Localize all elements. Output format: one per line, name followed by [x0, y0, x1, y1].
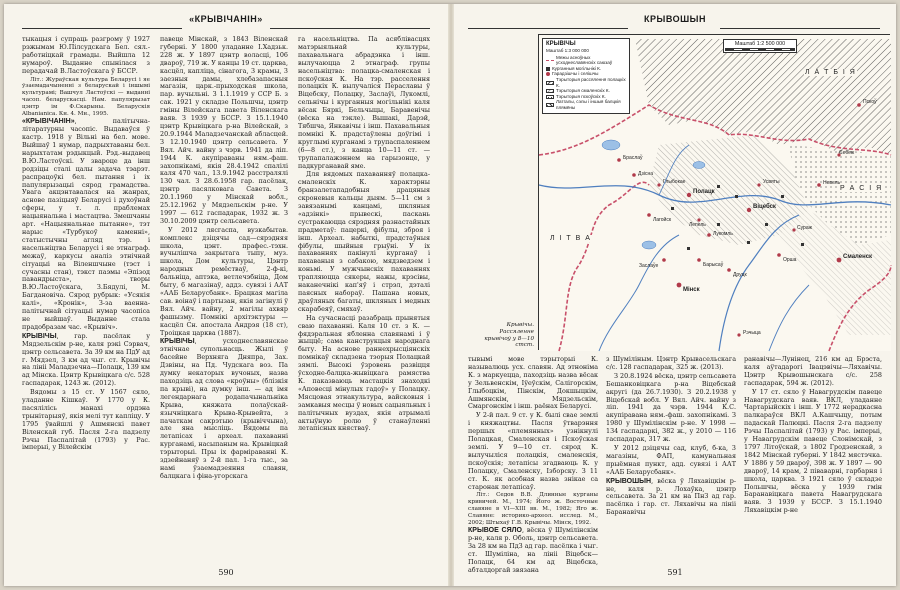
legend-item: Межы асноўных усходнеславянскіх саюзаў: [546, 55, 626, 66]
article-krivichy-people: КРЫВІЧЫ, усходнеславянскае этнічнае супольнасць. Жылі ў басейне Верхняга Дняпра, Зах. Дзвіны, на Пд. Чудскага воз. Па думку некаторых вучоных, назва паходзіць ад слова «кроўны» (блізкія па крыві), на думку інш. — ад імя легендарнага родапачынальніка Крыва, княжата полаўскай-язычніцкага Крыва-Крывейта, з пачаткам сакрэтыю (крывіччына), але яна мысліць. Вядомы па летапісах і археал. пахаванні курганамі, насыпаным на. Крывіцкай тэрыторыі. Пры іх фарміраванні К. здзейнаняў з 2-й пал. 1-га тыс., за намі ўзаемадзеяння славян, балцкага і фіна-угорскага: [160, 337, 288, 480]
settlement-swatch: [546, 72, 550, 76]
city-label: Браслаў: [623, 155, 643, 161]
header-rule-right: [270, 28, 430, 29]
kurgan-swatch: [546, 67, 550, 71]
paragraph: ранавічы—Лунінец, 216 км ад Брэста, каля аўтадарогі Івацэвічы—Ляхавічы. Цэнтр Крывошынскага с/с. 258 гаспадарак, 594 ж. (2012).: [744, 355, 882, 387]
krivichy-map: [538, 34, 890, 350]
header-rule-left: [22, 28, 182, 29]
literature-note: Літ.: Жураўская культура Беларусі і яе ўзаемадачыненні з беларускай і іншымі культурамі; Вашчул Ластоўскі — выданні часоп. беларускасці. Нам. папулярызат цэнтр ім Ф.Скарыны. Беларускія Albanianica. Кн. 4. Мн., 1995.: [22, 76, 150, 117]
city-label: Віцебск: [753, 204, 776, 210]
city-label: Орша: [783, 257, 797, 263]
paragraph: га насельніцтва. Па асяблівасцях матэрыяльнай культуры, пахавальнага абрадэнка і інш. вылучаюцца 2 этнаграф. групы насельніцтва: полацка-смаленская і пскоўская К. На тэр. расселення полацкіх К. вылучаліся Пераславы ў Віцебску, Полацку, Заслаўі, Лукомлі, сельнічы і курганныя могільнікі каля вёсак Бяркі, Бельчыцы, Баравенічы (вёска на тэкле). Вышакі, Дарэй, Тябшча, Янкавічы і інш. Пахавальныя помнікі К. прадстаўлены доўгімі і круглымі курганамі з трупаспаленнем (6—8 ст.), з канца 10—11 ст. — трупапалажэннем на гарызонце, у падкурганавай яме.: [298, 35, 430, 170]
paragraph: Для вядомых пахаванняў полацка-смаленскіх К. характэрны бранзалетападобныя драцяныя скроневыя кальцы дыям. 5—11 см з завязанымі канцамі, шкляныя «адзінкі» прывескі, паскань сустракаюцца сярэдняя разнастайных прадметаў: пацеркі, фібулы, зброя і інш. Археал. набыткі, прадстаўныя фібулы, шыйныя грыўні. У іх пахаваннях пакінулі курганаў і пахаваныя з сабакою, мядзведзем і коньмі. У мужчынскіх пахаваннях трапляюцца сякеры, нажы, крэсівы, наканечнікі кап'яў і стрэл, дэталі паясных набораў. Пашана новых, драўляных багаты, шкляных і медных скарабеяў, смяхаў.: [298, 170, 430, 313]
legend-item: Латгалы, сэлы і іншыя балцкія плямёны: [546, 99, 626, 110]
left-column-2: [160, 36, 288, 561]
lake: [602, 140, 620, 150]
country-label-latvia: Л А Т Б І Я: [805, 69, 857, 76]
city-label: Друцк: [733, 272, 747, 278]
headword: КРЫВОШЫН: [606, 477, 652, 485]
paragraph: з Шуміліным. Цэнтр Крывасельскага с/с. 128 гаспадарак, 325 ж. (2013).: [606, 355, 736, 371]
scale-bar: [725, 48, 795, 51]
city-label: Лукомль: [713, 231, 733, 237]
page-number-right: 591: [667, 568, 683, 577]
paragraph: На сучаснасці разабраць прынятыя сваю пахаванні. Каля 10 ст. з К. — фядэральная ябленна славянамі і ў жыццё; сама канструкцыя народнага быту. На аснове раннехрысціянскіх помнікаў складзена тэорыя Полацкай зямлі. Высокі ўзровень развіцця ўсходне-балцка-жывіцкага рамяства К. паказваюць мастацкія знаходкі «Аповесці мінулых гадоў» у Полацку. Мясцовая этнакультура, вайсковыя і замкавыя месцы ў новых сацыяльных і палітычных вуздах, якія атрымалі актыўную ролю ў станаўленні летапісных княстваў.: [298, 313, 430, 433]
map-caption: Крывічы. Рассяленне крывічоў у 8—10 стст.: [484, 322, 534, 349]
paragraph: павеце Мінскай, з 1843 Віленскай губерні. У 1800 уладанне І.Хадзьк. 228 ж. У 1897 цэнтр воласці, 106 двароў, 719 ж. У канцы 19 ст. царква, касцёл, капліца, сінагога, 3 крамы, 3 заезныя дамы, хлебазапасныя магазін, царк.-прыходская школа, пар. вучыльні. З 1.1.1919 у ССР Б. з сак. 1921 у складзе Польшчы, цэнтр гміны Вілейскага павета Віленскага ваяв. З 1939 у БССР. З 15.1.1940 цэнтр Крывіцкага р-на Вілейскай, з 20.9.1944 Маладзечанскай абласцей. З 12.10.1940 цэнтр сельсавета. У Вял. Айч. вайну з чэрв. 1941 да ліп. 1944 К. акупіраваны ням.-фаш. захопнікамі, якія 28.4.1942 спалілі каля 470 чал., 13.9.1942 расстралялі 130 чал. З 28.6.1958 гар. пасёлак, цэнтр пасялковага Савета. З 20.1.1960 у Мінскай вобл., 25.12.1962 у Мядзельскім р-не. У 1997 — 612 гаспадарак, 1932 ж. З 30.10.2009 цэнтр сельсавета.: [160, 35, 288, 225]
paragraph: У 2012 дзіцячы сад, клуб, б-ка, 3 магазіны, ФАП, камунальная прыёмная пункт, адд. сувязі і ААТ «ААБ Беларусбанк».: [606, 443, 736, 476]
city-label: Пскоў: [863, 99, 877, 105]
city-label: Дзісна: [638, 171, 653, 177]
paragraph: У 17 ст. сяло ў Навагрудскім павеце Навагрудскага ваяв. ВКЛ, уладанне Чартарыйскіх і інш. У 1772 нерадкасна палкараўся ВКЛ А.Кашчыцу, потым падаскай Палюцкі. Пасля 2-га падзелу Рэчы Паспалітай (1793) у Рас. імперыі, у Навагрудскім павеце Слонімскай, з 1797 Літоўскай, з 1802 Гродзенскай, з 1842 Мінскай губерні. У 1842 мястэчка. У 1886 у 59 двароў, 398 ж. У 1897 — 90 двароў, 14 крам, 2 піваварні, гарбарня і школа, царква. З 1921 сяло ў складзе Польшчы, вёска у 1939 гмін Баранавіцкага павета Навагрудскага ваяв. З 1939 у БССР. З 15.1.1940 Ляхавіцкім р-не: [744, 387, 882, 515]
running-head-right: КРЫВОШЫН: [644, 14, 706, 24]
city-label: Себеж: [839, 150, 855, 156]
paragraph: У 2012 лясгаспа, вузкабытав. комплекс дзіцячы сад—сярэдняя школа, цэнт. прафес.-тэхн. вучылішча закрытага тыпу, муз. школа, Дом культуры, Цэнтр народных ремёстваў, 2-ф-кі, бальніца, аптэка, ветлечэбніца, Дом быту, 6 магазінаў, аддз. сувязі і ААТ «ААБ Беларусбанк». Брацкая магіла сав. воінаў і партызан, якія загінулі ў Вял. Айч. вайну, 2 магілы ахвяр фашызму. Помнікі архітэктуры — касцёл Сн. апостала Андрэя (18 ст), Троіцкая царква (1887).: [160, 225, 288, 337]
city-label: Мінск: [683, 287, 700, 293]
city-label: Заслаўе: [639, 263, 659, 269]
article-krivoe-sialo: КРЫВОЕ СЯЛО, вёска ў Шумілінскім р-не, каля р. Оболь, цэнтр сельсавета. За 28 км на ПдЗ ад гар. пасёлка і чыг. ст. Шуміліна, на лініі Віцебск—Полацк, 64 км ад Віцебска, абталдоргай звязана: [468, 526, 598, 574]
city-label: Невель: [823, 180, 841, 186]
headword: «КРЫВІЧАНІН»: [22, 118, 75, 126]
legend-item: Курганныя могільнікі К.: [546, 66, 626, 72]
lake: [693, 162, 705, 169]
paragraph: З 20.8.1924 вёска, цэнтр сельсавета Бешанковіцкага р-на Віцебскай акругі (да 26.7.1930). З 20.2.1938 у Віцебскай вобл. У Вял. Айч. вайну з ліп. 1941 да чэрв. 1944 К.С. акупіравана ням.-фаш. захопнікамі. З 1980 у Шумілінскім р-не. У 1998 — 134 гаспадаркі, 382 ж., у 2010 — 116 гаспадарак, 317 ж.: [606, 371, 737, 444]
city-label: Лагойск: [653, 217, 672, 223]
country-label-lithuania: Л І Т В А: [550, 235, 592, 242]
header-rule-right: [720, 28, 880, 29]
polotsk-swatch: [546, 81, 554, 85]
article-krivichy-town: КРЫВІЧЫ, гар. пасёлак у Мядзельскім р-не, каля рэкі Сэрвач, цэнтр сельсавета. За 39 км на ПдУ ад г. Мядзел, 3 км ад чыг. ст. Крывічы на лініі Маладзечна—Полацк, 139 км ад Мінска. Цэнтр Крывіцкага с/с. 528 гаспадарак, 1243 ж. (2012).: [22, 331, 150, 388]
city-label: Глыбокае: [663, 179, 686, 185]
left-page: [4, 4, 448, 586]
map-title: КРЫВІЧЫ: [546, 41, 576, 47]
right-column-2: [606, 356, 736, 561]
latgal-swatch: [546, 103, 554, 107]
headword: КРЫВОЕ СЯЛО: [468, 527, 522, 535]
lake: [642, 241, 656, 249]
article-krivoshyn: КРЫВОШЫН, вёска ў Ляхавіцкім р-не, каля р. Лохаўка, цэнтр сельсавета. За 21 км на ПнЗ ад гар. пасёлка і гар. ст. Ляхавічы на лініі Баранавічы: [606, 476, 736, 517]
city-label: Сураж: [797, 225, 812, 231]
paragraph: тывымі мове тэрыторыі К. называлюць усх. славян. Ад этноніма К. з маркуецца, паходзіць назва вёсак у Зельвенскім, Іўеўскім, Салігорскім, Глыбоцкім, Пінскім, Докшыцкім, Ашмянскім, Мядзельскім, Смаргонскім і інш. раёнах Беларусі.: [468, 355, 598, 411]
city-label: Барысаў: [703, 262, 724, 268]
right-page: [454, 4, 896, 586]
city-label: Полацк: [693, 189, 715, 195]
right-column-3: [744, 356, 882, 561]
right-column-1: [468, 355, 598, 574]
city-label: Усвяты: [763, 179, 780, 185]
paragraph: У 2-й пал. 9 ст. у К. былі свае землі і княжацтвы. Пасля ўтварэння першых «племянных» узнікнулі Полацкая, Смаленская і Пскоўская землі. У 9—10 ст. сярод К. вылучыліся полацкія, смаленскія, пскоўскія; летапісы згадваюць К. у Полацку, Смаленску, Ізборску. З 11 ст. К. як асобная назва знікае са старонак летапісаў.: [468, 411, 598, 491]
legend-item: Тэрыторыя пскоўскіх К.: [546, 94, 626, 100]
map-legend: [542, 38, 630, 114]
left-column-3: [298, 36, 430, 561]
book-spread: [4, 4, 896, 586]
border-swatch: [546, 60, 554, 61]
map-scale-box: Маштаб 1:2 500 000: [723, 39, 797, 53]
headword: КРЫВІЧЫ: [160, 338, 195, 346]
legend-item: Тэрыторыя смаленскіх К.: [546, 88, 626, 94]
city-label: Рэчыца: [743, 330, 761, 336]
headword: КРЫВІЧЫ: [22, 332, 57, 340]
smolensk-swatch: [546, 89, 554, 93]
header-rule-left: [468, 28, 628, 29]
running-head-left: «КРЫВІЧАНІН»: [189, 14, 263, 24]
page-number-left: 590: [218, 568, 234, 577]
literature-note: Літ.: Седов В.В. Длинные курганы кривичей. М., 1974; Його ж. Восточные славяне в VI—XIII вв. М., 1982; Яго ж. Славяне: историко-археол. исслед. М., 2002; Штыхаў Г.В. Крывічы. Мінск, 1992.: [468, 492, 598, 526]
pskov-swatch: [546, 95, 554, 99]
city-label: Лепель: [689, 222, 706, 228]
paragraph: Вядомы з 15 ст. У 1567 сяло, уладанне Кішкаў. У 1770 у К. пасялілісь манахі ордэна трынітарыяў, якія мелі тут капліцу. У 1795 ўвайшлі ў Ашмянскі павет Віленскай губ. Пасля 2-га падзелу Рэчы Паспалітай (1793) у Рас. імперыі, у Вілейскім: [22, 388, 150, 452]
legend-item: Гарадзішчы і селішчы: [546, 71, 626, 77]
paragraph: тыкацыя і супраць разгрому ў 1927 рэжымам Ю.Пілсудскага Бел. сял.-работніцкай грамады. Выйшла 12 нумароў. Выданне спынілася з перадачай В.Ластоўскага ў БССР.: [22, 35, 150, 75]
left-column-1: [22, 36, 150, 561]
map-subtitle: Маштаб 1:3 000 000: [546, 48, 589, 53]
country-label-russia: Р А С І Я: [840, 185, 883, 192]
city-label: Смаленск: [843, 254, 873, 260]
article-krivichanin: «КРЫВІЧАНІН», палітычна-літаратурны часопіс. Выдаваўся ў кастр. 1918 у Вільні на бел. мове. Выйшаў 1 нумар, падрыхтаваны бел. нарыхтатам рэдыкцый. Рэд.-выдавец В.Ю.Ластоўскі. У звароце да інш родзіцы сталі цалы задача тэарэт. распрацоўкі бел. пытання і іх папулярызацыі сярод грамадства. Увага акцэнтавалася на жанрах, аснове пазіцыяў Беларусі і духоўнай сферы, у т. л. праблемах нацыянальна і мастацтва. Змешчаны арт. «Нацыянальнае пытанне», тэт нарыс «Турбукоў каменні», статыстычны агляд тэр. і насельніцтва Беларусі і яе этнаграф. межаў, каркусы аналіз этнічнай сітуацыі на Віленшчыне (тэст і сучасны стан), тэкст паэмы «Эпізод павандрыста», творы В.Ю.Ластоўскага, З.Бядулі, М. Багдановіча. Сярод рубрык: «Усякія калі», «Кронік», З-за ваенна-палітычнай сітуацыі нумар часопіса не выйшаў. Выданне стала прадобразам час. «Крывіч».: [22, 117, 150, 331]
legend-item: Тэрыторыя рассялення полацкіх К.: [546, 77, 626, 88]
